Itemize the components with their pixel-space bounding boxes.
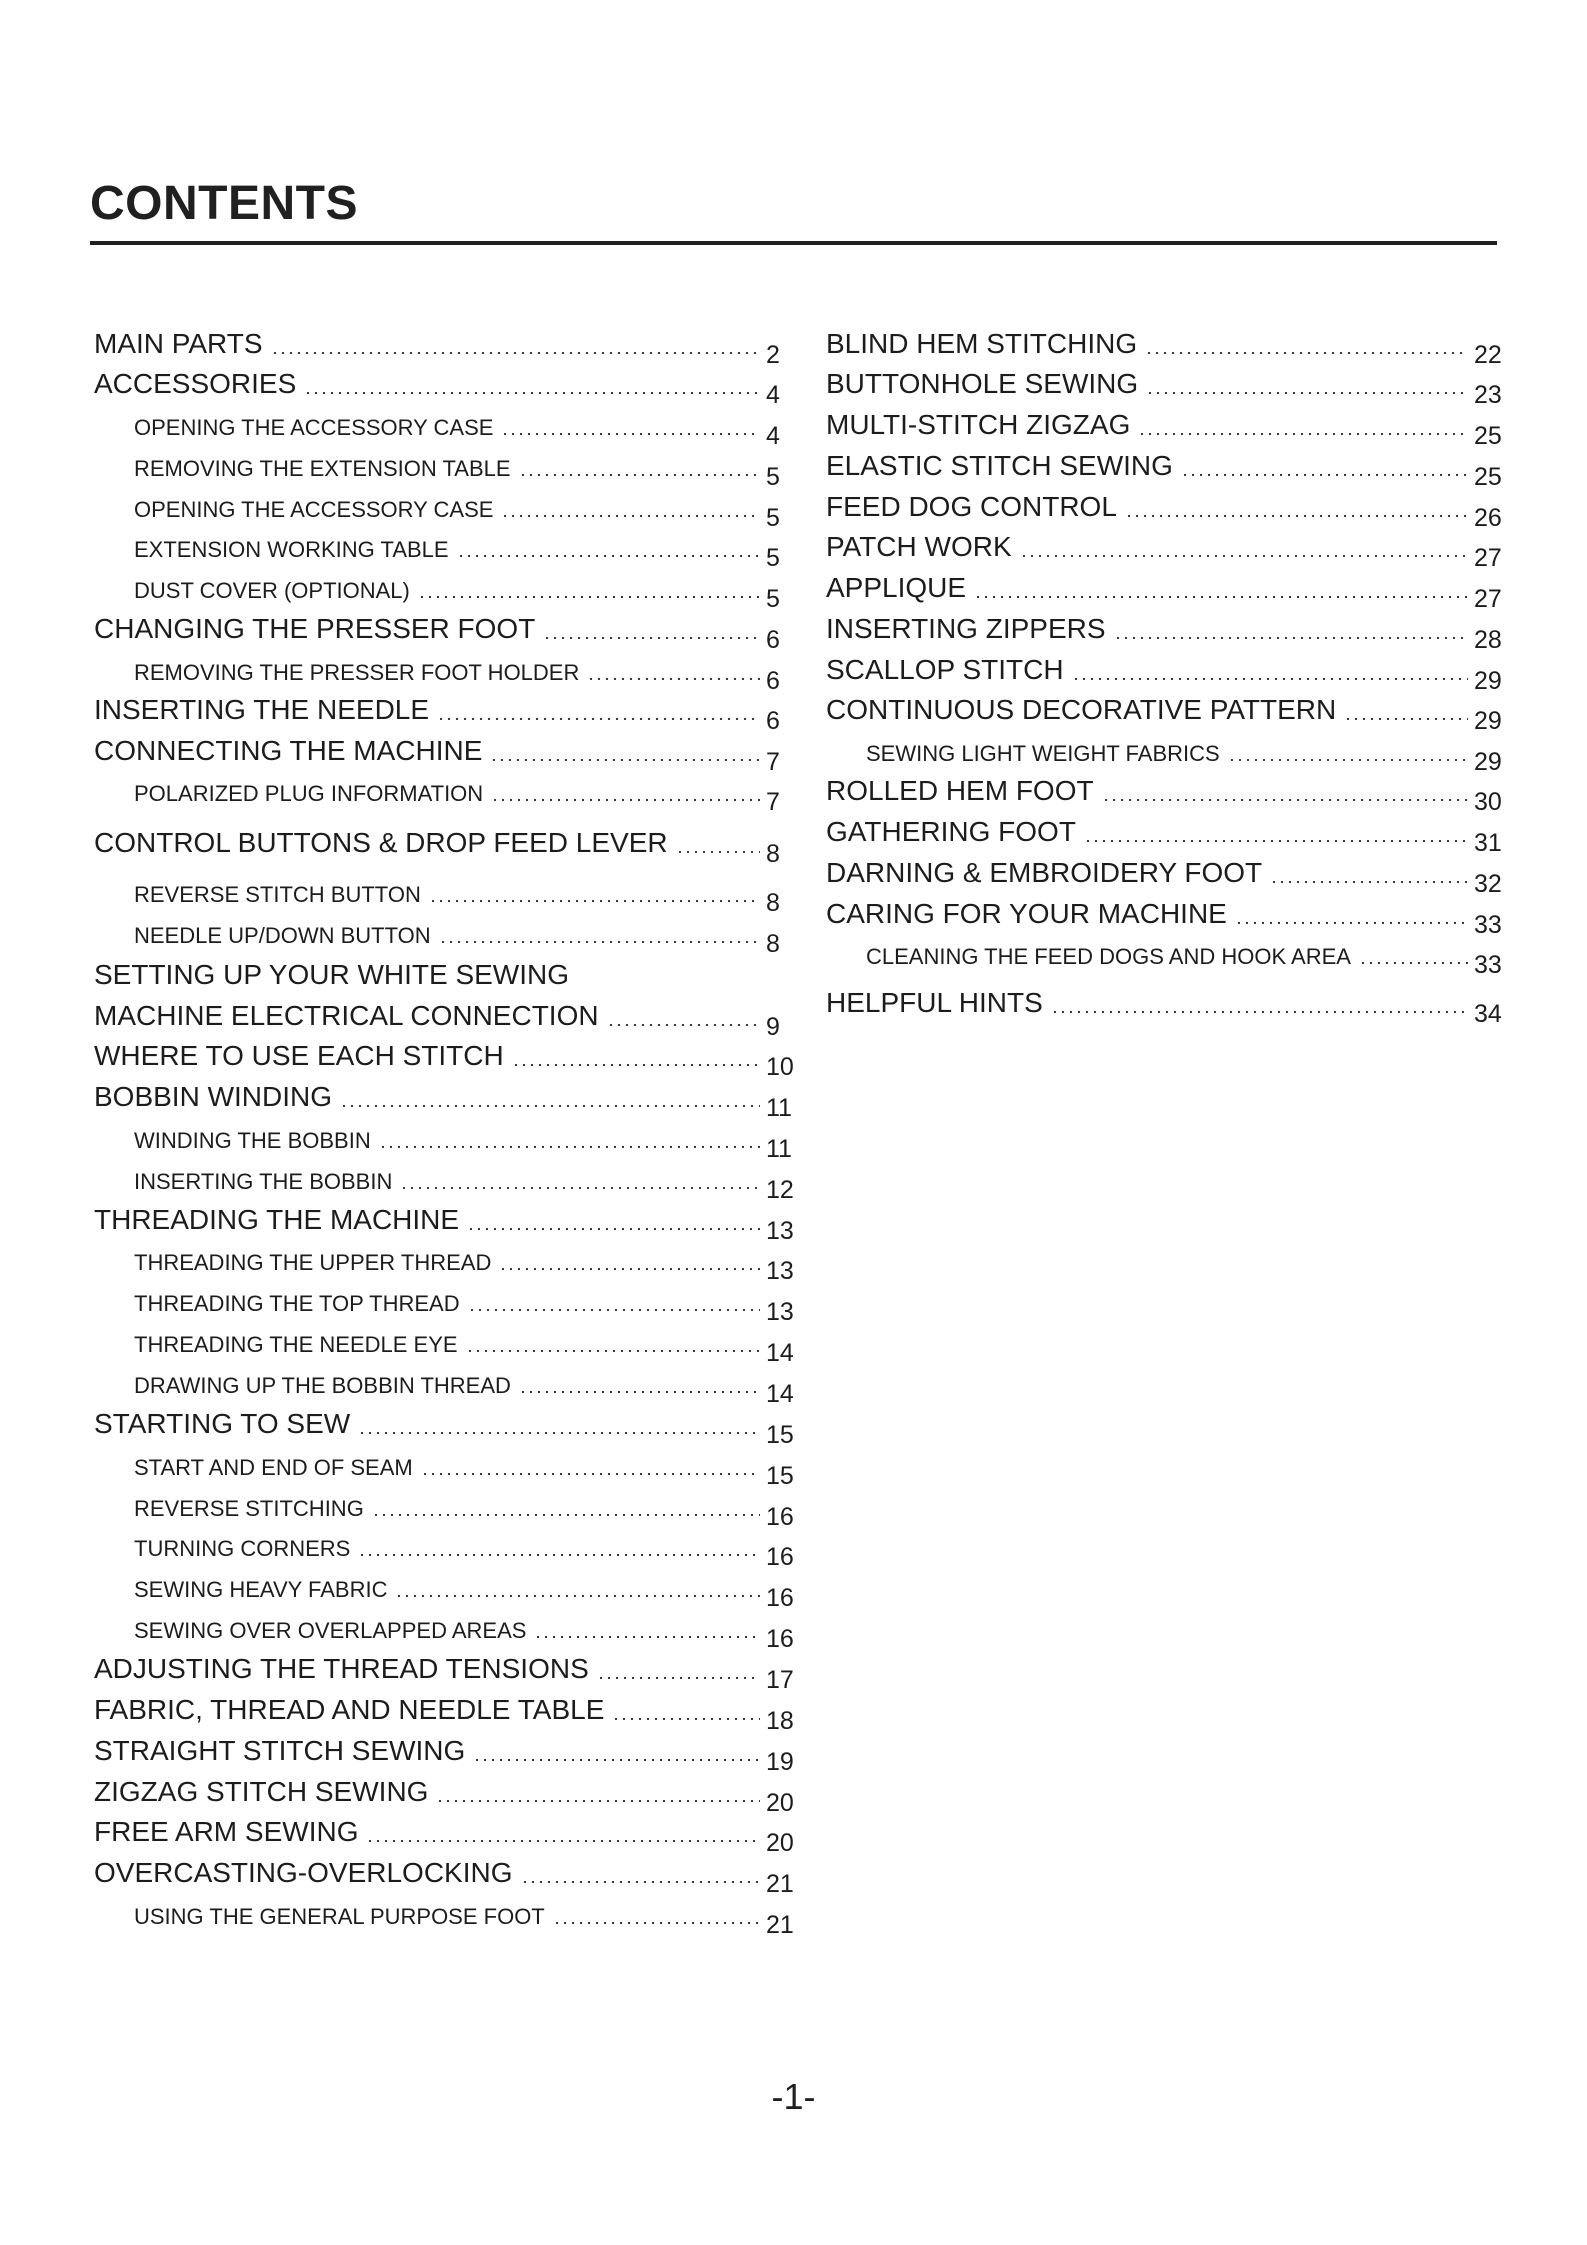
toc-entry-title: WINDING THE BOBBIN	[134, 1128, 371, 1153]
toc-entry	[94, 1643, 800, 1694]
dot-leader	[1114, 637, 1468, 639]
dot-leader	[271, 352, 760, 354]
toc-entry-title: ROLLED HEM FOOT	[826, 775, 1094, 806]
toc-entry	[94, 521, 800, 572]
toc-entry-title: ADJUSTING THE THREAD TENSIONS	[94, 1653, 589, 1684]
toc-entry-title: STARTING TO SEW	[94, 1408, 351, 1439]
toc-entry-title: FREE ARM SEWING	[94, 1816, 359, 1847]
toc-entry-title: REVERSE STITCHING	[134, 1496, 364, 1521]
toc-entry-title: SETTING UP YOUR WHITE SEWING	[94, 959, 570, 990]
toc-entry-title: GATHERING FOOT	[826, 816, 1076, 847]
toc-entry-title: MAIN PARTS	[94, 328, 263, 359]
toc-page-number: 5	[766, 504, 780, 532]
toc-entry	[94, 481, 800, 532]
dot-leader	[607, 1024, 760, 1026]
toc-entry	[94, 1684, 800, 1735]
toc-entry-title: TURNING CORNERS	[134, 1536, 351, 1561]
dot-leader	[587, 678, 760, 680]
toc-page-number: 32	[1474, 870, 1502, 898]
toc-page-number: 30	[1474, 788, 1502, 816]
dot-leader	[400, 1187, 760, 1189]
toc-page-number: 20	[766, 1829, 794, 1857]
toc-page-number: 21	[766, 1911, 794, 1939]
dot-leader	[1228, 759, 1468, 761]
toc-page-number: 4	[766, 381, 780, 409]
dot-leader	[358, 1554, 760, 1556]
toc-page-number: 13	[766, 1257, 794, 1285]
toc-entry	[826, 562, 1508, 613]
toc-entry	[826, 888, 1508, 939]
toc-entry-title: CONTROL BUTTONS & DROP FEED LEVER	[94, 827, 668, 858]
dot-leader	[366, 1840, 760, 1842]
dot-leader	[468, 1309, 760, 1311]
toc-entry-title: SCALLOP STITCH	[826, 654, 1064, 685]
toc-page-number: 6	[766, 707, 780, 735]
toc-page-number: 29	[1474, 748, 1502, 776]
toc-page-number: 8	[766, 930, 780, 958]
dot-leader	[436, 1800, 760, 1802]
toc-entry	[94, 1806, 800, 1857]
toc-entry-title: DARNING & EMBROIDERY FOOT	[826, 857, 1263, 888]
toc-page-number: 15	[766, 1421, 794, 1449]
toc-page-number: 16	[766, 1543, 794, 1571]
toc-entry-title: BLIND HEM STITCHING	[826, 328, 1138, 359]
toc-entry	[94, 1561, 800, 1612]
toc-entry	[94, 399, 800, 450]
toc-entry-title: ELASTIC STITCH SEWING	[826, 450, 1173, 481]
toc-entry-title: DUST COVER (OPTIONAL)	[134, 578, 410, 603]
dot-leader	[1084, 840, 1468, 842]
dot-leader	[553, 1922, 760, 1924]
toc-entry-title: CLEANING THE FEED DOGS AND HOOK AREA	[866, 944, 1351, 969]
toc-entry-title: USING THE GENERAL PURPOSE FOOT	[134, 1904, 545, 1929]
dot-leader	[521, 1881, 760, 1883]
dot-leader	[491, 799, 760, 801]
toc-entry	[94, 603, 800, 654]
toc-entry	[94, 1398, 800, 1449]
toc-page-number: 17	[766, 1666, 794, 1694]
toc-page-number: 16	[766, 1503, 794, 1531]
toc-entry	[94, 1725, 800, 1776]
dot-leader	[1235, 922, 1468, 924]
dot-leader	[499, 1268, 760, 1270]
toc-entry-title: FABRIC, THREAD AND NEEDLE TABLE	[94, 1694, 605, 1725]
dot-leader	[358, 1432, 760, 1434]
toc-entry	[94, 1071, 800, 1122]
toc-page-number: 8	[766, 840, 780, 868]
dot-leader	[304, 392, 760, 394]
toc-entry	[826, 318, 1508, 369]
toc-entry-title: DRAWING UP THE BOBBIN THREAD	[134, 1373, 511, 1398]
toc-entry-title: THREADING THE UPPER THREAD	[134, 1250, 492, 1275]
toc-page-number: 7	[766, 748, 780, 776]
dot-leader	[473, 1759, 760, 1761]
toc-page-number: 6	[766, 626, 780, 654]
toc-entry-title: OVERCASTING-OVERLOCKING	[94, 1857, 513, 1888]
dot-leader	[1125, 515, 1468, 517]
toc-entry	[826, 603, 1508, 654]
dot-leader	[467, 1228, 760, 1230]
toc-entry	[826, 684, 1508, 735]
toc-entry-title: ACCESSORIES	[94, 368, 297, 399]
toc-page-number: 14	[766, 1380, 794, 1408]
dot-leader	[1102, 799, 1468, 801]
toc-page-number: 13	[766, 1298, 794, 1326]
toc-entry	[94, 1888, 800, 1939]
toc-entry	[94, 725, 800, 776]
dot-leader	[1051, 1011, 1468, 1013]
toc-page-number: 5	[766, 463, 780, 491]
toc-entry	[826, 358, 1508, 409]
toc-entry	[94, 440, 800, 491]
toc-entry	[94, 644, 800, 695]
toc-entry-title: BOBBIN WINDING	[94, 1081, 333, 1112]
toc-entry-title: INSERTING THE NEEDLE	[94, 694, 430, 725]
toc-page-number: 9	[766, 1013, 780, 1041]
toc-entry-title: THREADING THE TOP THREAD	[134, 1291, 460, 1316]
toc-entry-title: SEWING OVER OVERLAPPED AREAS	[134, 1618, 527, 1643]
toc-page-number: 33	[1474, 951, 1502, 979]
toc-entry	[94, 949, 800, 989]
toc-entry-title: FEED DOG CONTROL	[826, 491, 1117, 522]
dot-leader	[395, 1595, 760, 1597]
dot-leader	[1072, 678, 1468, 680]
dot-leader	[676, 851, 760, 853]
toc-entry	[94, 990, 800, 1041]
dot-leader	[372, 1514, 760, 1516]
toc-entry	[94, 684, 800, 735]
toc-entry-title: WHERE TO USE EACH STITCH	[94, 1040, 504, 1071]
toc-page-number: 7	[766, 788, 780, 816]
toc-entry-title: PATCH WORK	[826, 531, 1012, 562]
toc-entry	[94, 1480, 800, 1531]
dot-leader	[519, 1391, 760, 1393]
toc-page-number: 20	[766, 1789, 794, 1817]
toc-entry-title: POLARIZED PLUG INFORMATION	[134, 781, 484, 806]
title-divider	[90, 241, 1497, 245]
toc-page-number: 12	[766, 1176, 794, 1204]
toc-entry-title: MULTI-STITCH ZIGZAG	[826, 409, 1131, 440]
toc-entry	[94, 1357, 800, 1408]
toc-entry	[826, 806, 1508, 857]
toc-entry-title: REVERSE STITCH BUTTON	[134, 882, 421, 907]
toc-entry	[94, 358, 800, 409]
toc-entry	[94, 907, 800, 958]
toc-entry	[94, 1194, 800, 1245]
toc-entry	[94, 1234, 800, 1285]
dot-leader	[974, 596, 1468, 598]
dot-leader	[534, 1636, 760, 1638]
toc-entry-title: ZIGZAG STITCH SEWING	[94, 1776, 429, 1807]
toc-entry	[826, 765, 1508, 816]
toc-page-number: 13	[766, 1217, 794, 1245]
toc-page-number: 5	[766, 585, 780, 613]
toc-page-number: 29	[1474, 707, 1502, 735]
dot-leader	[1270, 881, 1468, 883]
toc-entry	[94, 1030, 800, 1081]
page-title: CONTENTS	[90, 177, 358, 230]
toc-page-number: 6	[766, 667, 780, 695]
dot-leader	[543, 637, 760, 639]
dot-leader	[418, 596, 760, 598]
toc-entry	[826, 644, 1508, 695]
dot-leader	[1146, 392, 1468, 394]
toc-page-number: 23	[1474, 381, 1502, 409]
toc-page-number: 8	[766, 889, 780, 917]
toc-entry	[94, 1316, 800, 1367]
toc-entry	[826, 725, 1508, 776]
dot-leader	[1344, 718, 1468, 720]
dot-leader	[519, 474, 760, 476]
toc-page-number: 25	[1474, 422, 1502, 450]
toc-entry-title: START AND END OF SEAM	[134, 1455, 413, 1480]
toc-page-number: 29	[1474, 667, 1502, 695]
toc-entry	[826, 481, 1508, 532]
toc-page-number: 16	[766, 1625, 794, 1653]
dot-leader	[437, 718, 760, 720]
toc-entry	[94, 866, 800, 917]
toc-page-number: 15	[766, 1462, 794, 1490]
dot-leader	[612, 1718, 760, 1720]
toc-entry	[94, 1766, 800, 1817]
toc-entry	[94, 318, 800, 369]
toc-entry-title: OPENING THE ACCESSORY CASE	[134, 415, 494, 440]
toc-entry	[94, 817, 800, 868]
toc-page-number: 34	[1474, 1000, 1502, 1028]
toc-entry-title: REMOVING THE EXTENSION TABLE	[134, 456, 511, 481]
toc-entry	[94, 1112, 800, 1163]
toc-entry-title: INSERTING ZIPPERS	[826, 613, 1106, 644]
toc-entry	[826, 521, 1508, 572]
dot-leader	[466, 1350, 760, 1352]
toc-page-number: 14	[766, 1339, 794, 1367]
toc-entry-title: CARING FOR YOUR MACHINE	[826, 898, 1227, 929]
toc-page-number: 2	[766, 341, 780, 369]
toc-page-number: 16	[766, 1584, 794, 1612]
toc-entry-title: INSERTING THE BOBBIN	[134, 1169, 393, 1194]
toc-page-number: 27	[1474, 544, 1502, 572]
toc-page-number: 18	[766, 1707, 794, 1735]
toc-entry	[826, 847, 1508, 898]
dot-leader	[1020, 555, 1468, 557]
toc-page-number: 33	[1474, 911, 1502, 939]
toc-entry-title: REMOVING THE PRESSER FOOT HOLDER	[134, 660, 580, 685]
toc-page-number: 31	[1474, 829, 1502, 857]
toc-page-number: 4	[766, 422, 780, 450]
toc-entry-title: BUTTONHOLE SEWING	[826, 368, 1139, 399]
toc-page-number: 11	[766, 1135, 792, 1163]
toc-entry	[826, 440, 1508, 491]
dot-leader	[429, 900, 760, 902]
toc-page-number: 11	[766, 1094, 792, 1122]
toc-page-number: 26	[1474, 504, 1502, 532]
toc-entry-title: THREADING THE MACHINE	[94, 1204, 460, 1235]
toc-entry-title: CONNECTING THE MACHINE	[94, 735, 483, 766]
dot-leader	[1145, 352, 1468, 354]
toc-entry	[826, 928, 1508, 979]
dot-leader	[340, 1105, 760, 1107]
toc-page-number: 28	[1474, 626, 1502, 654]
toc-page-number: 5	[766, 544, 780, 572]
toc-page-number: 10	[766, 1053, 794, 1081]
toc-page-number: 21	[766, 1870, 794, 1898]
toc-entry-title: STRAIGHT STITCH SEWING	[94, 1735, 466, 1766]
toc-page-number: 25	[1474, 463, 1502, 491]
page-number: -1-	[771, 2076, 816, 2117]
toc-entry-title: SEWING LIGHT WEIGHT FABRICS	[866, 741, 1220, 766]
toc-entry-title: CHANGING THE PRESSER FOOT	[94, 613, 536, 644]
toc-entry-title: HELPFUL HINTS	[826, 987, 1043, 1018]
dot-leader	[379, 1146, 760, 1148]
toc-entry-title: EXTENSION WORKING TABLE	[134, 537, 449, 562]
toc-entry	[94, 1275, 800, 1326]
toc-entry	[94, 765, 800, 816]
toc-entry	[94, 1602, 800, 1653]
toc-entry	[826, 399, 1508, 450]
dot-leader	[501, 433, 760, 435]
toc-entry-title: APPLIQUE	[826, 572, 967, 603]
dot-leader	[512, 1064, 760, 1066]
dot-leader	[501, 515, 760, 517]
dot-leader	[439, 941, 760, 943]
toc-entry-title: SEWING HEAVY FABRIC	[134, 1577, 388, 1602]
dot-leader	[1138, 433, 1468, 435]
toc-entry-title: OPENING THE ACCESSORY CASE	[134, 497, 494, 522]
toc-page-number: 19	[766, 1748, 794, 1776]
toc-entry-title: MACHINE ELECTRICAL CONNECTION	[94, 1000, 599, 1031]
toc-page-number: 22	[1474, 341, 1502, 369]
dot-leader	[1359, 962, 1468, 964]
dot-leader	[457, 555, 760, 557]
toc-entry	[94, 1439, 800, 1490]
toc-entry	[94, 1520, 800, 1571]
toc-entry	[94, 1153, 800, 1204]
dot-leader	[1181, 474, 1468, 476]
dot-leader	[490, 759, 760, 761]
dot-leader	[421, 1473, 760, 1475]
dot-leader	[597, 1677, 760, 1679]
toc-entry-title: THREADING THE NEEDLE EYE	[134, 1332, 458, 1357]
toc-entry-title: CONTINUOUS DECORATIVE PATTERN	[826, 694, 1337, 725]
toc-entry	[826, 977, 1508, 1028]
toc-entry	[94, 1847, 800, 1898]
toc-entry-title: NEEDLE UP/DOWN BUTTON	[134, 923, 431, 948]
toc-page-number: 27	[1474, 585, 1502, 613]
toc-entry	[94, 562, 800, 613]
